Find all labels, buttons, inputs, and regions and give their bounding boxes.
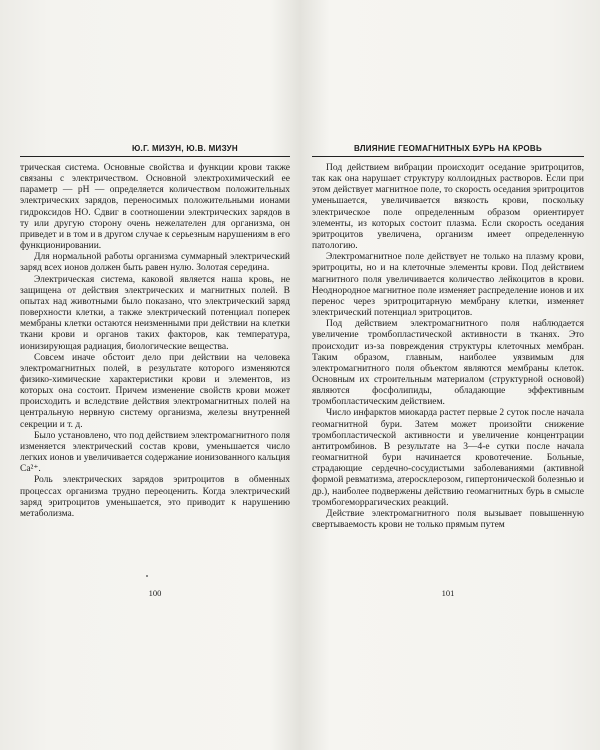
paragraph: Под действием электромагнитного поля наблюдается увеличение тромбопластической активности в тканях. Это происходит из-за повреждения структуры клеточных мембран. Таким образом, главным, наиболее уязвимым для электромагнитного поля объектом являются мембраны клеток. Основным их строительным материалом (структурной основой) являются фосфолипиды, обладающие эффективным тромбопластическим действием. xyxy=(312,319,584,408)
paragraph: Совсем иначе обстоит дело при действии на человека электромагнитных полей, в результате которого изменяются физико-химические характеристики крови и элементов, из которых она состоит. Причем изменение свойств крови может происходить и вследствие действия электромагнитных полей на центральную нервную систему организма, железы внутренней секреции и т. д. xyxy=(20,352,290,430)
right-page-body xyxy=(312,163,584,531)
page-number: 100 xyxy=(148,588,162,598)
paragraph: Было установлено, что под действием электромагнитного поля изменяется электрический состав крови, уменьшается число легких ионов и увеличивается содержание ионизованного кальция Са²⁺. xyxy=(20,430,290,475)
page-number: 101 xyxy=(441,588,455,598)
paragraph: Для нормальной работы организма суммарный электрический заряд всех ионов должен быть равен нулю. Золотая середина. xyxy=(20,252,290,274)
paragraph: Роль электрических зарядов эритроцитов в обменных процессах организма трудно переоценить. Когда электрический заряд эритроцитов уменьшается, это приводит к нарушению метаболизма. xyxy=(20,475,290,519)
paragraph: Электрическая система, каковой является наша кровь, не защищена от действия электрических и магнитных полей. В опытах над животными было показано, что электрический заряд поверхности клетки, а также электрический потенциал поперек мембраны клетки остаются неизменными при действии на клетки ткани крови и органов таких факторов, как температура, ионизирующая радиация, биологические вещества. xyxy=(20,274,290,352)
right-page xyxy=(312,144,584,598)
paragraph: Число инфарктов миокарда растет первые 2 суток после начала геомагнитной бури. Затем может произойти снижение тромбопластической активности и увеличение концентрации антитромбинов. В результате на 3—4-е сутки после начала геомагнитной бури начинается кровотечение. Больные, страдающие сердечно-сосудистыми заболеваниями (активной формой ревматизма, атеросклерозом, гипертонической болезнью и др.), наиболее подвержены действию геомагнитных бурь в смысле тромбогеморрагических реакций. xyxy=(312,408,584,508)
running-head-chapter: ВЛИЯНИЕ ГЕОМАГНИТНЫХ БУРЬ НА КРОВЬ xyxy=(312,144,584,157)
paragraph: Действие электромагнитного поля вызывает повышенную свертываемость крови не только прямым путем xyxy=(312,508,584,530)
left-page xyxy=(20,144,290,598)
running-head-authors: Ю.Г. МИЗУН, Ю.В. МИЗУН xyxy=(20,144,290,157)
paragraph: Электромагнитное поле действует не только на плазму крови, эритроциты, но и на клеточные элементы крови. Под действием магнитного поля увеличивается количество лейкоцитов в крови. Неоднородное магнитное поле изменяет распределение ионов и их перенос через эритроцитарную мембрану клетки, изменяет электрический потенциал эритроцитов. xyxy=(312,252,584,319)
paragraph: трическая система. Основные свойства и функции крови также связаны с электричеством. Основной электрохимический ее параметр — pH — определяется количеством положительных электрических зарядов, переносимых положительными ионами гидроксидов НО. Сдвиг в соотношении электрических зарядов в ту или другую сторону очень нежелателен для организма, он приведет и в том и в другом случае к серьезным нарушениям в его функционировании. xyxy=(20,163,290,252)
left-page-body xyxy=(20,163,290,520)
paragraph: Под действием вибрации происходит оседание эритроцитов, так как она нарушает структуру коллоидных растворов. Если при этом действует магнитное поле, то скорость оседания эритроцитов уменьшается, увеличивается вязкость крови, поскольку электрическое поле определенным образом ориентирует элементы, из которых состоит плазма. Если скорость оседания эритроцитов увеличена, организм имеет определенную патологию. xyxy=(312,163,584,252)
print-speck xyxy=(146,575,148,577)
